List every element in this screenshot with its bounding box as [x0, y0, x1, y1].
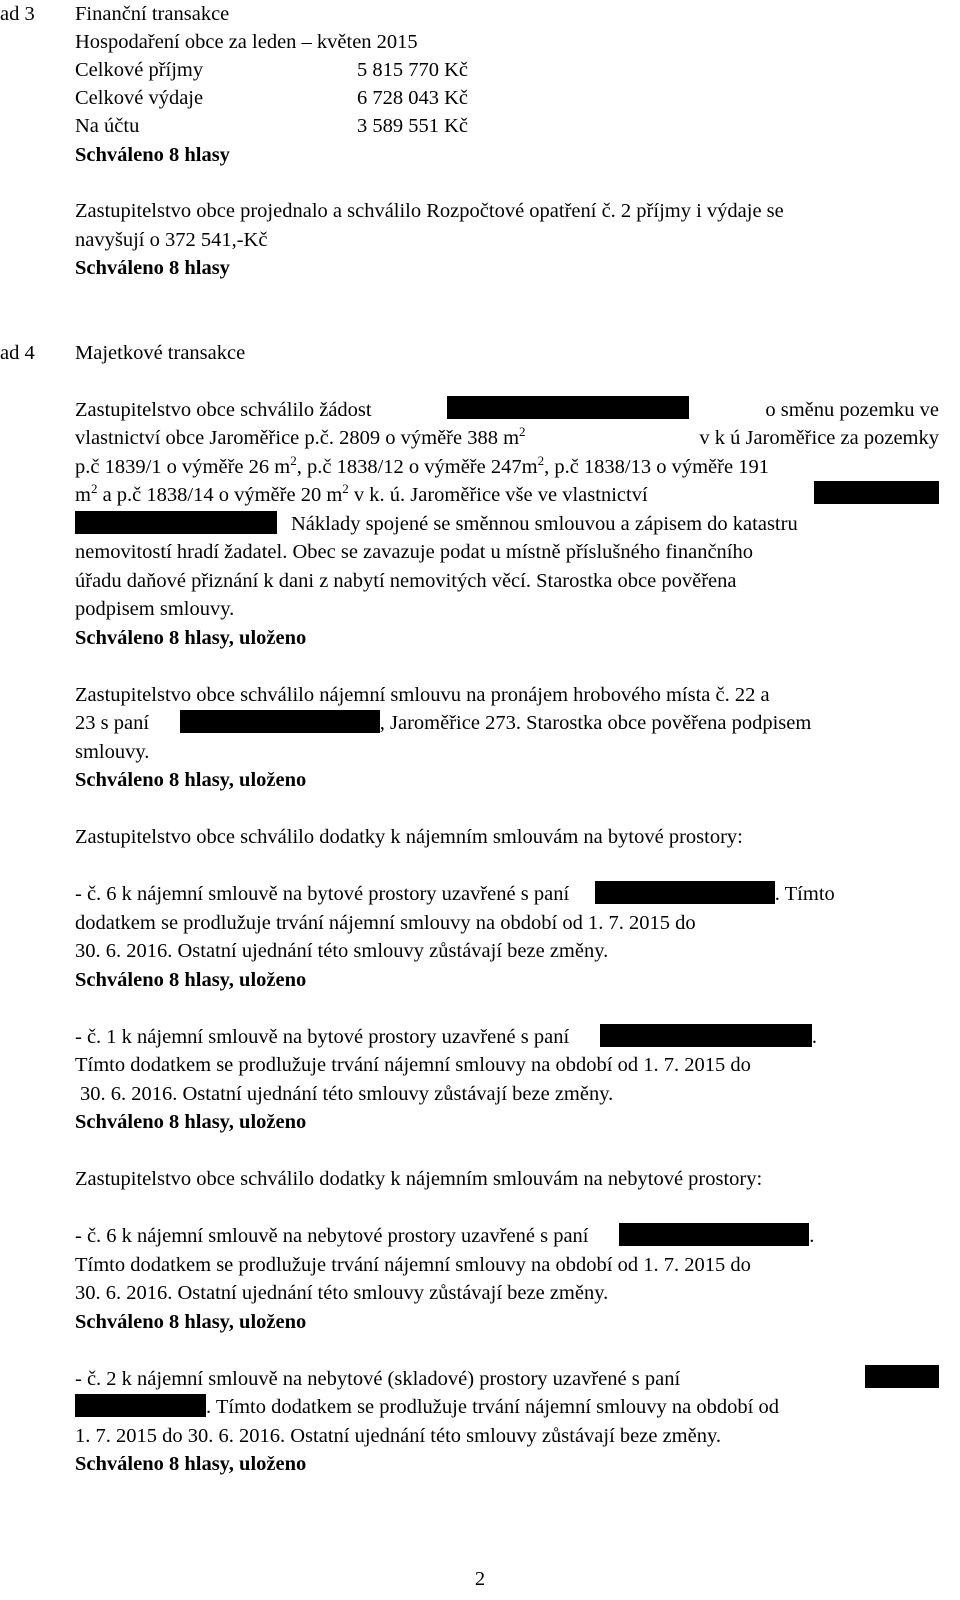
- grave-lease-line: 23 s paní , Jaroměřice 273. Starostka obce pověřena podpisem: [75, 712, 812, 734]
- nonres-amendment-line: . Tímto dodatkem se prodlužuje trvání nájemní smlouvy na období od: [75, 1393, 939, 1422]
- income-label: Celkové příjmy: [75, 59, 204, 81]
- nonres-amendment-line: 1. 7. 2015 do 30. 6. 2016. Ostatní ujednání této smlouvy zůstávají beze změny.: [75, 1425, 722, 1447]
- vote-result: Schváleno 8 hlasy, uloženo: [75, 627, 307, 649]
- exchange-line: Náklady spojené se směnnou smlouvou a zápisem do katastru: [291, 513, 798, 535]
- vote-result: Schváleno 8 hlasy, uloženo: [75, 1311, 307, 1333]
- budget-subtitle: Hospodaření obce za leden – květen 2015: [75, 31, 418, 53]
- vote-result: Schváleno 8 hlasy, uloženo: [75, 1111, 307, 1133]
- flat-amendment-line: 30. 6. 2016. Ostatní ujednání této smlouvy zůstávají beze změny.: [80, 1083, 614, 1105]
- redacted-name: [600, 1024, 812, 1047]
- redacted-name: [619, 1223, 809, 1246]
- flat-amendment-line: dodatkem se prodlužuje trvání nájemní smlouvy na období od 1. 7. 2015 do: [75, 912, 696, 934]
- exchange-line: podpisem smlouvy.: [75, 598, 235, 620]
- exchange-line: vlastnictví obce Jaroměřice p.č. 2809 o výměře 388 $m^2$ v k ú Jaroměřice za pozemky: [75, 424, 939, 449]
- item-title-ad3: Finanční transakce: [75, 3, 230, 25]
- flat-amendment-line: - č. 1 k nájemní smlouvě na bytové prostory uzavřené s paní .: [75, 1026, 818, 1048]
- nonres-intro: Zastupitelstvo obce schválilo dodatky k nájemním smlouvám na nebytové prostory:: [75, 1168, 763, 1190]
- grave-lease-line: smlouvy.: [75, 741, 150, 763]
- vote-result: Schváleno 8 hlasy, uloženo: [75, 969, 307, 991]
- grave-lease-line: Zastupitelstvo obce schválilo nájemní smlouvu na pronájem hrobového místa č. 22 a: [75, 684, 770, 706]
- exchange-line: p.č 1839/1 o výměře 26 $m^2$, p.č 1838/12 o výměře $247m^2$, p.č 1838/13 o výměře 191: [75, 453, 769, 478]
- exchange-line: úřadu daňové přiznání k dani z nabytí nemovitých věcí. Starostka obce pověřena: [75, 570, 737, 592]
- item-title-ad4: Majetkové transakce: [75, 342, 246, 364]
- exchange-line: $m^2$ a p.č 1838/14 o výměře 20 $m^2$ v k. ú. Jaroměřice vše ve vlastnictví: [75, 481, 939, 510]
- page-number: 2: [474, 1568, 486, 1590]
- exchange-line: nemovitostí hradí žadatel. Obec se zavazuje podat u místně příslušného finančního: [75, 541, 754, 563]
- balance-label: Na účtu: [75, 115, 140, 137]
- flat-amendment-line: Tímto dodatkem se prodlužuje trvání nájemní smlouvy na období od 1. 7. 2015 do: [75, 1054, 751, 1076]
- item-number-ad4: ad 4: [0, 342, 35, 364]
- flats-intro: Zastupitelstvo obce schválilo dodatky k nájemním smlouvám na bytové prostory:: [75, 826, 743, 848]
- budget-measure-line: navyšují o 372 541,-Kč: [75, 229, 268, 251]
- exchange-line: [75, 510, 277, 539]
- flat-amendment-line: 30. 6. 2016. Ostatní ujednání této smlouvy zůstávají beze změny.: [75, 940, 609, 962]
- vote-result: Schváleno 8 hlasy, uloženo: [75, 769, 307, 791]
- income-value: 5 815 770 Kč: [357, 59, 469, 81]
- nonres-amendment-line: Tímto dodatkem se prodlužuje trvání nájemní smlouvy na období od 1. 7. 2015 do: [75, 1254, 751, 1276]
- nonres-amendment-line: - č. 2 k nájemní smlouvě na nebytové (skladové) prostory uzavřené s paní: [75, 1365, 939, 1394]
- redacted-name: [447, 396, 689, 419]
- redacted-name: [75, 511, 277, 534]
- item-number-ad3: ad 3: [0, 3, 35, 25]
- budget-measure-line: Zastupitelstvo obce projednalo a schválilo Rozpočtové opatření č. 2 příjmy i výdaje se: [75, 200, 784, 222]
- expense-value: 6 728 043 Kč: [357, 87, 469, 109]
- redacted-name: [814, 481, 939, 504]
- redacted-name: [595, 881, 775, 904]
- vote-result: Schváleno 8 hlasy: [75, 257, 230, 279]
- redacted-name: [180, 710, 380, 733]
- nonres-amendment-line: - č. 6 k nájemní smlouvě na nebytové prostory uzavřené s paní .: [75, 1225, 815, 1247]
- vote-result: Schváleno 8 hlasy, uloženo: [75, 1453, 307, 1475]
- redacted-name: [865, 1365, 939, 1388]
- expense-label: Celkové výdaje: [75, 87, 204, 109]
- nonres-amendment-line: 30. 6. 2016. Ostatní ujednání této smlouvy zůstávají beze změny.: [75, 1282, 609, 1304]
- exchange-line: Zastupitelstvo obce schválilo žádost o směnu pozemku ve: [75, 396, 939, 425]
- vote-result: Schváleno 8 hlasy: [75, 144, 230, 166]
- redacted-name: [75, 1394, 206, 1417]
- balance-value: 3 589 551 Kč: [357, 115, 469, 137]
- flat-amendment-line: - č. 6 k nájemní smlouvě na bytové prostory uzavřené s paní . Tímto: [75, 883, 835, 905]
